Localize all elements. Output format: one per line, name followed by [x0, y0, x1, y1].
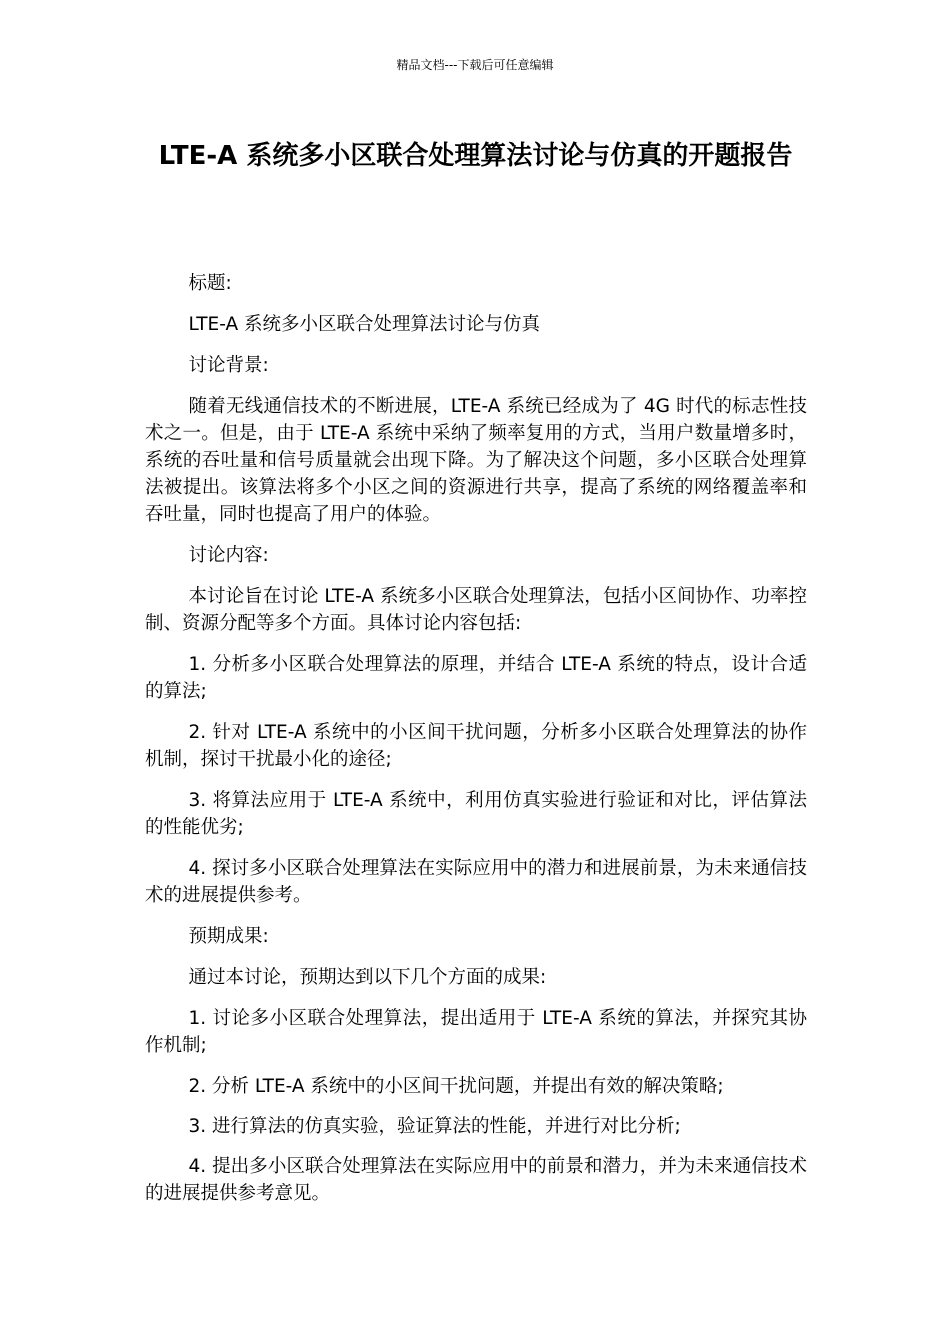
content-intro-paragraph: 本讨论旨在讨论 LTE-A 系统多小区联合处理算法，包括小区间协作、功率控制、资源分配等多个方面。具体讨论内容包括:	[145, 586, 807, 634]
content-item-2: 2. 针对 LTE-A 系统中的小区间干扰问题，分析多小区联合处理算法的协作机制，探讨干扰最小化的途径;	[145, 722, 807, 770]
label-expected-results: 预期成果:	[188, 926, 269, 947]
label-title: 标题:	[188, 273, 232, 294]
results-item-1: 1. 讨论多小区联合处理算法，提出适用于 LTE-A 系统的算法，并探究其协作机制;	[145, 1008, 807, 1056]
results-item-2: 2. 分析 LTE-A 系统中的小区间干扰问题，并提出有效的解决策略;	[188, 1076, 724, 1097]
title-text: LTE-A 系统多小区联合处理算法讨论与仿真	[188, 314, 541, 335]
document-body	[145, 270, 807, 1221]
header-note: 精品文档---下载后可任意编辑	[396, 58, 554, 72]
content-item-1: 1. 分析多小区联合处理算法的原理，并结合 LTE-A 系统的特点，设计合适的算法;	[145, 654, 807, 702]
content-item-3: 3. 将算法应用于 LTE-A 系统中，利用仿真实验进行验证和对比，评估算法的性能优劣;	[145, 790, 807, 838]
results-intro-paragraph: 通过本讨论，预期达到以下几个方面的成果:	[188, 967, 547, 988]
label-content: 讨论内容:	[188, 545, 269, 566]
background-paragraph: 随着无线通信技术的不断进展，LTE-A 系统已经成为了 4G 时代的标志性技术之一。但是，由于 LTE-A 系统中采纳了频率复用的方式，当用户数量增多时，系统的吞吐量和信号质量就会出现下降。为了解决这个问题，多小区联合处理算法被提出。该算法将多个小区之间的资源进行共享，提高了系统的网络覆盖率和吞吐量，同时也提高了用户的体验。	[145, 396, 807, 525]
label-background: 讨论背景:	[188, 355, 269, 376]
content-item-4: 4. 探讨多小区联合处理算法在实际应用中的潜力和进展前景，为未来通信技术的进展提供参考。	[145, 858, 807, 906]
results-item-4: 4. 提出多小区联合处理算法在实际应用中的前景和潜力，并为未来通信技术的进展提供参考意见。	[145, 1156, 807, 1204]
document-title: LTE-A 系统多小区联合处理算法讨论与仿真的开题报告	[158, 141, 793, 171]
results-item-3: 3. 进行算法的仿真实验，验证算法的性能，并进行对比分析;	[188, 1116, 681, 1137]
